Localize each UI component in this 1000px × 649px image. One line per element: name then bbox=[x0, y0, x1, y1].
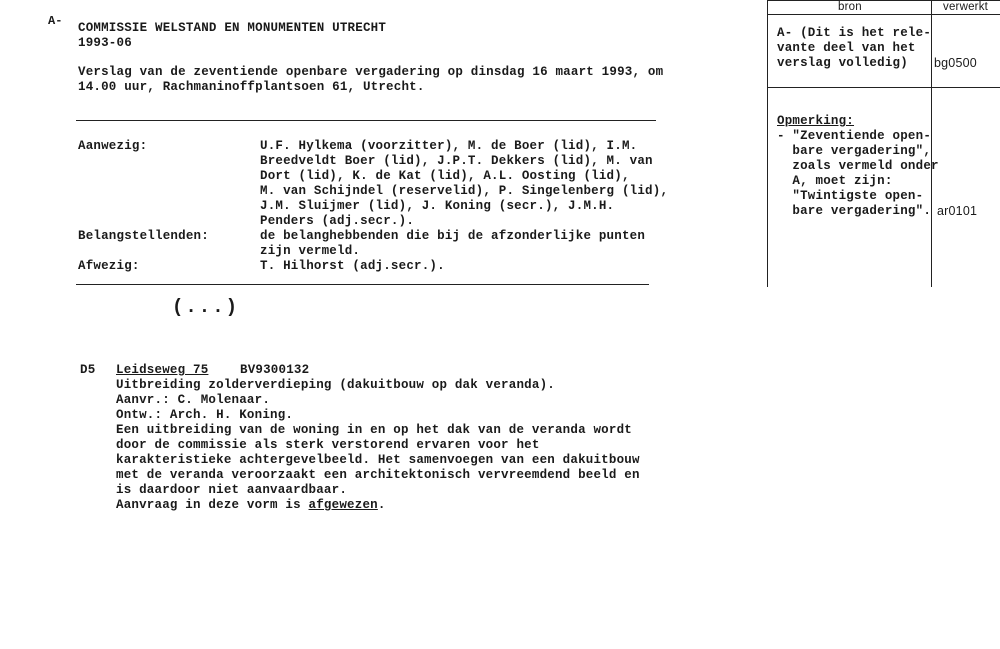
item-line: Een uitbreiding van de woning in en op het dak van de veranda wordt bbox=[116, 423, 632, 437]
processed-code-2: ar0101 bbox=[937, 204, 978, 218]
item-line: is daardoor niet aanvaardbaar. bbox=[116, 483, 348, 497]
sidebar-header-border bbox=[768, 14, 1000, 15]
report-line-2: 14.00 uur, Rachmaninoffplantsoen 61, Utrecht. bbox=[78, 80, 425, 94]
item-line: Uitbreiding zolderverdieping (dakuitbouw op dak veranda). bbox=[116, 378, 555, 392]
omission-ellipsis: (...) bbox=[172, 296, 240, 318]
section-marker: A- bbox=[48, 14, 63, 28]
item-address: Leidseweg 75 bbox=[116, 363, 209, 377]
remark-line: bare vergadering", bbox=[777, 144, 932, 158]
remark-line: "Twintigste open- bbox=[777, 189, 924, 203]
stakeholders-label: Belangstellenden: bbox=[78, 229, 209, 243]
source-note-line: A- (Dit is het rele- bbox=[777, 26, 932, 40]
sidebar-row-divider bbox=[768, 87, 1000, 88]
item-decision bbox=[116, 498, 386, 513]
remark-title: Opmerking: bbox=[777, 114, 855, 128]
divider-top bbox=[76, 120, 656, 121]
item-line: karakteristieke achtergevelbeeld. Het samenvoegen van een dakuitbouw bbox=[116, 453, 640, 467]
present-line: Breedveldt Boer (lid), J.P.T. Dekkers (lid), M. van bbox=[260, 154, 653, 168]
remark-line: A, moet zijn: bbox=[777, 174, 893, 188]
absent-text: T. Hilhorst (adj.secr.). bbox=[260, 259, 445, 273]
present-line: J.M. Sluijmer (lid), J. Koning (secr.), J.M.H. bbox=[260, 199, 615, 213]
column-header-verwerkt: verwerkt bbox=[943, 1, 989, 13]
item-reference: BV9300132 bbox=[240, 363, 310, 377]
decision-word: afgewezen bbox=[308, 498, 378, 512]
item-line: Ontw.: Arch. H. Koning. bbox=[116, 408, 294, 422]
processed-code-1: bg0500 bbox=[934, 56, 977, 70]
source-note-line: verslag volledig) bbox=[777, 56, 908, 70]
sidebar-left-border bbox=[767, 0, 768, 287]
present-line: Dort (lid), K. de Kat (lid), A.L. Oosting (lid), bbox=[260, 169, 630, 183]
remark-line: - "Zeventiende open- bbox=[777, 129, 932, 143]
remark-line: zoals vermeld onder bbox=[777, 159, 939, 173]
organization-title: COMMISSIE WELSTAND EN MONUMENTEN UTRECHT bbox=[78, 21, 387, 35]
present-label: Aanwezig: bbox=[78, 139, 148, 153]
remark-line: bare vergadering". bbox=[777, 204, 932, 218]
divider-bottom bbox=[76, 284, 649, 285]
column-header-bron: bron bbox=[838, 1, 862, 13]
item-code: D5 bbox=[80, 363, 96, 377]
present-line: U.F. Hylkema (voorzitter), M. de Boer (lid), I.M. bbox=[260, 139, 638, 153]
decision-prefix: Aanvraag in deze vorm is bbox=[116, 498, 309, 512]
stakeholders-line: de belanghebbenden die bij de afzonderlijke punten bbox=[260, 229, 646, 243]
decision-suffix: . bbox=[377, 498, 386, 512]
item-line: door de commissie als sterk verstorend ervaren voor het bbox=[116, 438, 540, 452]
stakeholders-line: zijn vermeld. bbox=[260, 244, 361, 258]
present-line: M. van Schijndel (reservelid), P. Singelenberg (lid), bbox=[260, 184, 669, 198]
item-line: Aanvr.: C. Molenaar. bbox=[116, 393, 271, 407]
document-year: 1993-06 bbox=[78, 36, 132, 50]
absent-label: Afwezig: bbox=[78, 259, 140, 273]
report-line-1: Verslag van de zeventiende openbare vergadering op dinsdag 16 maart 1993, om bbox=[78, 65, 664, 79]
present-line: Penders (adj.secr.). bbox=[260, 214, 415, 228]
sidebar-column-divider bbox=[931, 0, 932, 287]
source-note-line: vante deel van het bbox=[777, 41, 916, 55]
item-line: met de veranda veroorzaakt een architektonisch vervreemdend beeld en bbox=[116, 468, 640, 482]
